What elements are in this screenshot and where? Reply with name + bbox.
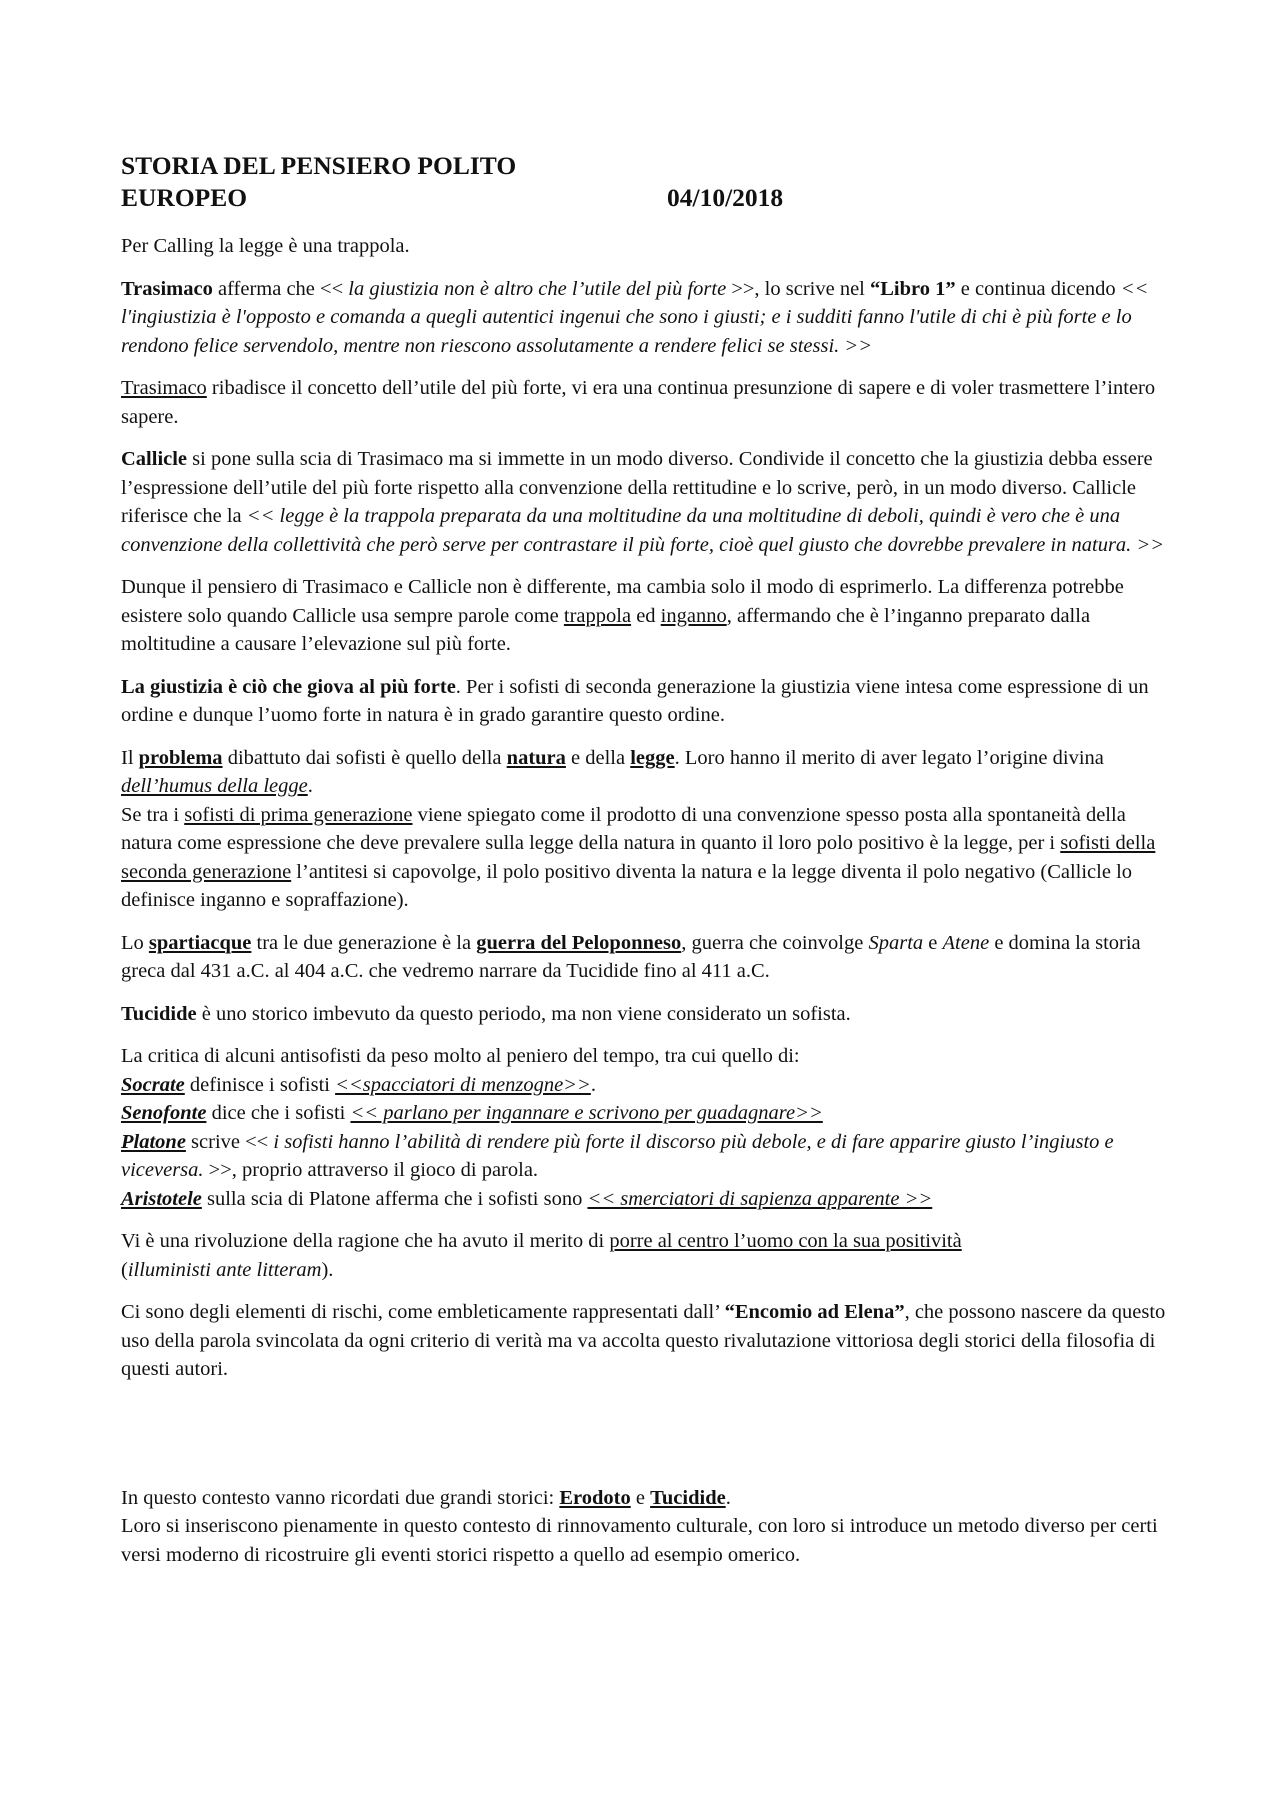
callicle-name: Callicle [121, 448, 188, 470]
text: >> [839, 334, 873, 357]
book-title: “Libro 1” [870, 277, 956, 300]
text: ed [631, 604, 661, 627]
paragraph-11 [121, 1227, 1171, 1284]
paragraph-8 [121, 929, 1171, 986]
italic-phrase: illuministi ante litteram [127, 1258, 322, 1281]
text: Lo [121, 931, 149, 954]
text: e [630, 1486, 651, 1509]
text: e continua dicendo [955, 277, 1121, 300]
text: afferma che << [212, 277, 349, 300]
text: sulla scia di Platone afferma che i sofisti sono [201, 1187, 588, 1210]
author-name: Aristotele [121, 1187, 202, 1210]
underlined-phrase: porre al centro l’uomo con la sua positività [609, 1230, 962, 1252]
text: , guerra che coinvolge [681, 931, 869, 954]
text: Vi è una rivoluzione della ragione che ha avuto il merito di [121, 1230, 610, 1252]
trasimaco-name: Trasimaco [121, 277, 213, 300]
underlined-phrase: sofisti della seconda generazione [121, 832, 1156, 883]
place-name: Atene [942, 931, 990, 954]
text: . [590, 1073, 596, 1096]
text: >>, lo scrive nel [726, 277, 870, 300]
place-name: Sparta [868, 931, 924, 954]
bold-phrase: La giustizia è ciò che giova al più forte [121, 675, 456, 698]
keyword: guerra del Peloponneso [476, 931, 682, 954]
document-title [121, 150, 1171, 214]
text: dibattuto dai sofisti è quello della [222, 746, 507, 769]
paragraph-13 [121, 1484, 1171, 1570]
paragraph-6 [121, 673, 1171, 730]
text: . Loro hanno il merito di aver legato l’origine divina [674, 746, 1104, 769]
paragraph-10 [121, 1042, 1171, 1213]
quote: << legge è la trappola preparata da una moltitudine da una moltitudine di deboli, quindi è vero che è una convenzione della collettività che però serve per contrastare il più forte, cioè quel giusto che dovrebbe prevalere in natura. [121, 505, 1132, 556]
quote: i sofisti hanno l’abilità di rendere più forte il discorso più debole, e di fare apparire giusto l’ingiusto e viceversa. [121, 1130, 1114, 1181]
text: >> [1131, 533, 1165, 556]
text: . [725, 1486, 731, 1509]
text: tra le due generazione è la [251, 931, 477, 954]
keyword: legge [630, 746, 675, 769]
keyword: problema [138, 746, 223, 769]
paragraph-4 [121, 445, 1171, 559]
author-name: Socrate [121, 1073, 185, 1096]
paragraph-1-text: Per Calling la legge è una trappola. [121, 235, 410, 257]
text: Il [121, 746, 139, 769]
text: e domina la storia greca dal 431 a.C. al 404 a.C. che vedremo narrare da Tucidide fino al 411 a.C. [121, 931, 1141, 982]
paragraph-2 [121, 275, 1171, 361]
text: Ci sono degli elementi di rischi, come embleticamente rappresentati dall’ [121, 1301, 725, 1323]
quote: la giustizia non è altro che l’utile del più forte [348, 277, 727, 300]
text: In questo contesto vanno ricordati due grandi storici: [121, 1486, 560, 1509]
paragraph-9 [121, 1000, 1171, 1029]
title-line-2 [121, 182, 1171, 214]
keyword: natura [506, 746, 566, 769]
text: e [923, 931, 943, 954]
quote: << parlano per ingannare e scrivono per guadagnare>> [350, 1102, 823, 1124]
text: è uno storico imbevuto da questo periodo, ma non viene considerato un sofista. [196, 1002, 851, 1025]
text: . Per i sofisti di seconda generazione la giustizia viene intesa come espressione di un ordine e dunque l’uomo forte in natura è in grado garantire questo ordine. [121, 675, 1149, 726]
paragraph-1 [121, 232, 1171, 261]
document-body [121, 150, 1171, 1583]
text: Loro si inseriscono pienamente in questo contesto di rinnovamento culturale, con loro si introduce un metodo diverso per certi versi moderno di ricostruire gli eventi storici rispetto a quello ad esempio omerico. [121, 1515, 1158, 1566]
text: definisce i sofisti [184, 1073, 336, 1096]
text: La critica di alcuni antisofisti da peso molto al peniero del tempo, tra cui quello di: [121, 1045, 800, 1067]
keyword: Erodoto [559, 1486, 631, 1509]
text: si pone sulla scia di Trasimaco ma si immette in un modo diverso. Condivide il concetto che la giustizia debba essere l’espressione dell’utile del più forte rispetto alla convenzione della rettitudine e lo scrive, però, in un modo diverso. Callicle riferisce che la [121, 448, 1153, 527]
paragraph-5 [121, 573, 1171, 659]
spacer [121, 1398, 1171, 1484]
text: viene spiegato come il prodotto di una convenzione spesso posta alla spontaneità della natura come espressione che deve prevalere sulla legge della natura in quanto il loro polo positivo è la legge, per i [121, 803, 1126, 854]
text: e della [565, 746, 631, 769]
text: Se tra i [121, 803, 185, 826]
text: dice che i sofisti [206, 1102, 351, 1124]
author-name: Senofonte [121, 1102, 207, 1124]
paragraph-7 [121, 744, 1171, 915]
text: ribadisce il concetto dell’utile del più forte, vi era una continua presunzione di sapere e di voler trasmettere l’intero sapere. [121, 377, 1156, 428]
text: Dunque il pensiero di Trasimaco e Callicle non è differente, ma cambia solo il modo di esprimerlo. La differenza potrebbe esistere solo quando Callicle usa sempre parole come [121, 576, 1124, 627]
text: scrive << [185, 1130, 274, 1153]
underlined-word: inganno [660, 604, 727, 627]
underlined-phrase: sofisti di prima generazione [184, 803, 413, 826]
keyword: spartiacque [148, 931, 252, 954]
text: >>, proprio attraverso il gioco di parola. [203, 1159, 539, 1181]
author-name: Platone [121, 1130, 186, 1153]
text: , che possono nascere da questo uso della parola svincolata da ogni criterio di verità ma va accolta questo rivalutazione vittoriosa degli storici della filosofia di questi autori. [121, 1301, 1166, 1380]
title-line-1: STORIA DEL PENSIERO POLITO [121, 151, 517, 180]
quote: <<spacciatori di menzogne>> [335, 1073, 591, 1096]
work-title: “Encomio ad Elena” [724, 1301, 905, 1323]
paragraph-12 [121, 1298, 1171, 1384]
text: ). [321, 1258, 334, 1281]
underlined-phrase: dell’humus della legge [121, 775, 308, 797]
text: l’antitesi si capovolge, il polo positivo diventa la natura e la legge diventa il polo negativo (Callicle lo definisce inganno e sopraffazione). [121, 860, 1133, 911]
paragraph-3 [121, 374, 1171, 431]
title-line-2-text: EUROPEO [121, 183, 248, 212]
document-date: 04/10/2018 [667, 183, 784, 212]
text: . [307, 775, 313, 797]
trasimaco-name: Trasimaco [121, 377, 207, 399]
text: ( [121, 1258, 128, 1281]
underlined-word: trappola [563, 604, 632, 627]
text: , affermando che è l’inganno preparato dalla moltitudine a causare l’elevazione sul più forte. [121, 604, 1091, 655]
tucidide-name: Tucidide [121, 1002, 197, 1025]
quote: << l'ingiustizia è l'opposto e comanda a quegli autentici ingenui che sono i giusti; e i sudditi fanno l'utile di chi è più forte e lo rendono felice servendolo, mentre non riescono assolutamente a rendere felici se stessi. [121, 277, 1149, 357]
keyword: Tucidide [650, 1486, 726, 1509]
quote: << smerciatori di sapienza apparente >> [587, 1187, 933, 1210]
